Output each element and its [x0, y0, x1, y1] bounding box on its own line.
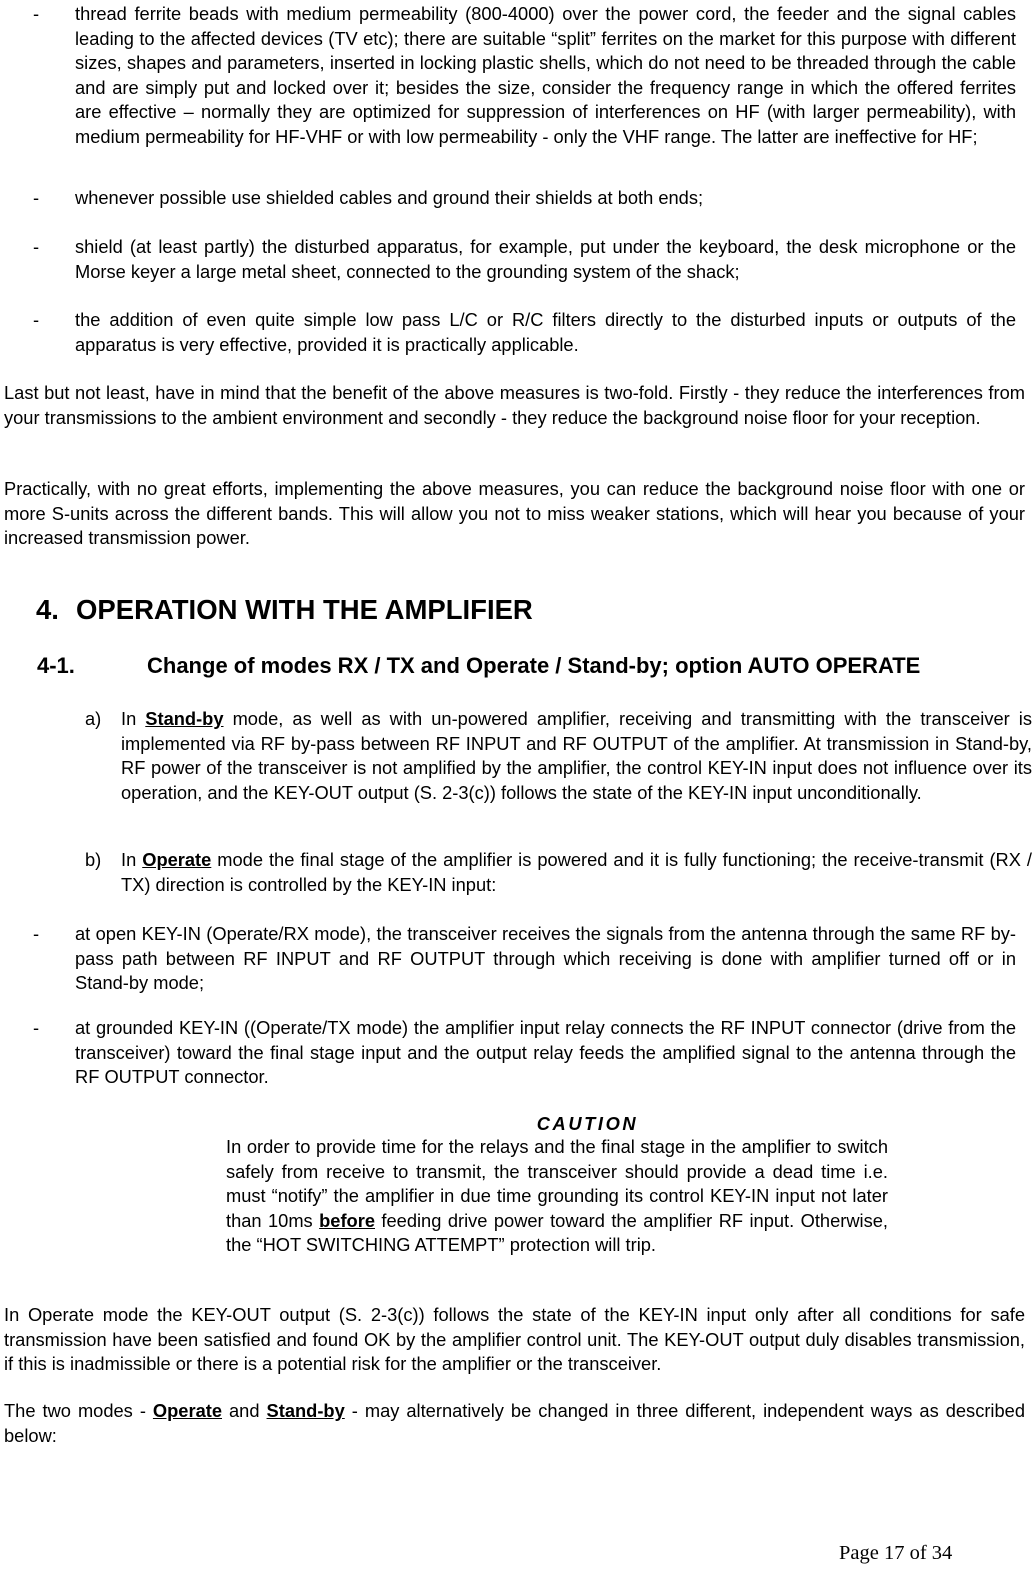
bullet-text: shield (at least partly) the disturbed apparatus, for example, put under the keyboard, the desk microphone or the Morse keyer a large metal sheet, connected to the grounding system of the shack;: [75, 236, 1016, 282]
page-number: Page 17 of 34: [839, 1542, 953, 1564]
subsection-title: Change of modes RX / TX and Operate / Stand-by; option AUTO OPERATE: [147, 653, 921, 678]
section-title: OPERATION WITH THE AMPLIFIER: [76, 594, 533, 625]
stand-by-term: Stand-by: [266, 1400, 345, 1421]
bullet-dash: -: [33, 923, 40, 944]
bullet-dash: -: [33, 3, 40, 24]
bullet-text: whenever possible use shielded cables and ground their shields at both ends;: [75, 187, 704, 208]
paragraph-last-but-not-least: Last but not least, have in mind that the benefit of the above measures is two-fold. Firstly - they reduce the interferences from your transmissions to the ambient environment and secondly - they reduce the background noise floor for your reception.: [4, 382, 1025, 428]
bullet-text: the addition of even quite simple low pass L/C or R/C filters directly to the disturbed inputs or outputs of the apparatus is very effective, provided it is practically applicable.: [75, 309, 1016, 355]
section-heading: [36, 593, 533, 627]
bullet-text: thread ferrite beads with medium permeability (800-4000) over the power cord, the feeder and the signal cables leading to the affected devices (TV etc); there are suitable “split” ferrites on the market for this purpose with different sizes, shapes and parameters, inserted in locking plastic shells, which do not need to be threaded through the cable and are simply put and locked over it; besides the size, consider the frequency range in which the offered ferrites are effective – normally they are optimized for suppression of interferences on HF (with larger permeability), with medium permeability for HF-VHF or with low permeability - only the VHF range. The latter are ineffective for HF;: [75, 3, 1016, 147]
bullet-text: at open KEY-IN (Operate/RX mode), the transceiver receives the signals from the antenna through the same RF by-pass path between RF INPUT and RF OUTPUT through which receiving is done with amplifier turned off or in Stand-by mode;: [75, 923, 1016, 993]
item-label: b): [85, 849, 102, 870]
item-label: a): [85, 708, 102, 729]
stand-by-term: Stand-by: [145, 708, 224, 729]
subsection-heading: [37, 651, 920, 681]
item-text: In Operate mode the final stage of the amplifier is powered and it is fully functioning; the receive-transmit (RX / TX) direction is controlled by the KEY-IN input:: [121, 849, 1032, 895]
paragraph-two-modes: The two modes - Operate and Stand-by - may alternatively be changed in three different, independent ways as described below:: [4, 1400, 1025, 1446]
paragraph-operate-mode: In Operate mode the KEY-OUT output (S. 2-3(c)) follows the state of the KEY-IN input only after all conditions for safe transmission have been satisfied and found OK by the amplifier control unit. The KEY-OUT output duly disables transmission, if this is inadmissible or there is a potential risk for the amplifier or the transceiver.: [4, 1304, 1025, 1374]
bullet-dash: -: [33, 187, 40, 208]
section-number: 4.: [36, 594, 59, 625]
subsection-number: 4-1.: [37, 653, 75, 678]
operate-term: Operate: [152, 1400, 223, 1421]
before-term: before: [319, 1209, 375, 1231]
bullet-dash: -: [33, 309, 40, 330]
bullet-dash: -: [33, 1017, 40, 1038]
item-text: In Stand-by mode, as well as with un-powered amplifier, receiving and transmitting with the transceiver is implemented via RF by-pass between RF INPUT and RF OUTPUT of the amplifier. At transmission in Stand-by, RF power of the transceiver is not amplified by the amplifier, the control KEY-IN input does not influence over its operation, and the KEY-OUT output (S. 2-3(c)) follows the state of the KEY-IN input unconditionally.: [121, 708, 1032, 803]
bullet-text: at grounded KEY-IN ((Operate/TX mode) the amplifier input relay connects the RF INPUT connector (drive from the transceiver) toward the final stage input and the output relay feeds the amplified signal to the antenna through the RF OUTPUT connector.: [75, 1017, 1016, 1087]
operate-term: Operate: [142, 849, 212, 870]
caution-title: CAUTION: [536, 1113, 639, 1134]
bullet-dash: -: [33, 236, 40, 257]
caution-text: In order to provide time for the relays and the final stage in the amplifier to switch safely from receive to transmit, the transceiver should provide a dead time i.e. must “notify” the amplifier in due time grounding its control KEY-IN input not later than 10ms before feeding drive power toward the amplifier RF input. Otherwise, the “HOT SWITCHING ATTEMPT” protection will trip.: [226, 1136, 888, 1255]
paragraph-practically: Practically, with no great efforts, implementing the above measures, you can reduce the background noise floor with one or more S-units across the different bands. This will allow you not to miss weaker stations, which will hear you because of your increased transmission power.: [4, 478, 1025, 548]
